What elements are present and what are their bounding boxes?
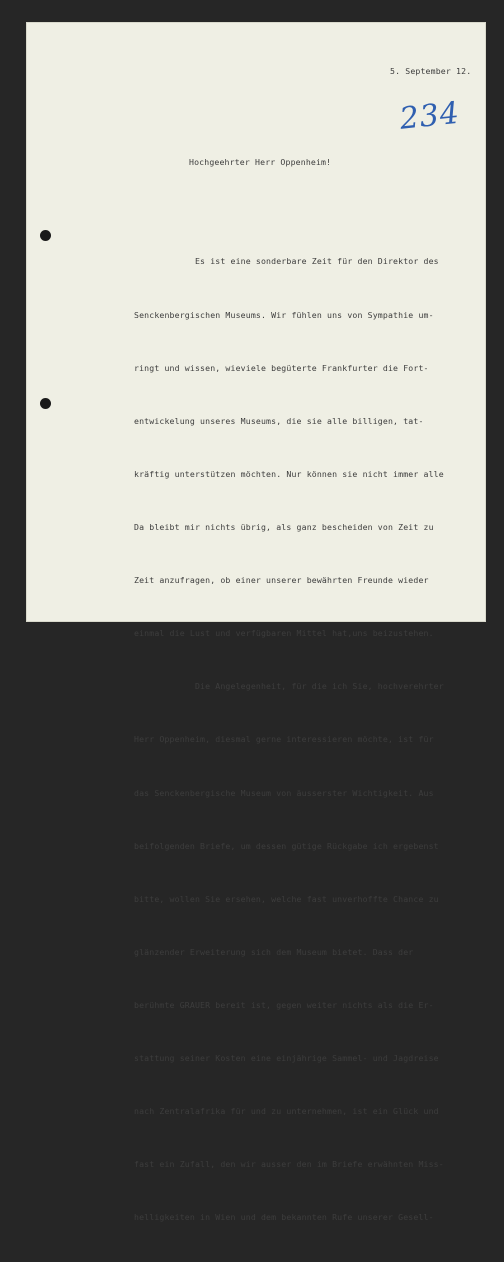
punch-hole-upper [40, 230, 51, 241]
body-line: kräftig unterstützen möchten. Nur können sie nicht immer alle [134, 468, 444, 479]
handwritten-archive-number: 234 [398, 95, 462, 137]
letter-page [26, 22, 486, 1223]
body-line: das Senckenbergische Museum von äusserster Wichtigkeit. Aus [134, 787, 434, 798]
letter-body [134, 218, 444, 1262]
body-line: fast ein Zufall, den wir ausser den im Briefe erwähnten Miss- [134, 1159, 444, 1170]
body-line: ringt und wissen, wieviele begüterte Frankfurter die Fort- [134, 362, 429, 373]
body-line: Zeit anzufragen, ob einer unserer bewährten Freunde wieder [134, 575, 429, 586]
letter-salutation: Hochgeehrter Herr Oppenheim! [189, 157, 332, 167]
body-line: nach Zentralafrika für und zu unternehmen, ist ein Glück und [134, 1106, 439, 1117]
body-line: Senckenbergischen Museums. Wir fühlen uns von Sympathie um- [134, 309, 434, 320]
body-line: einmal die Lust und verfügbaren Mittel hat,uns beizustehen. [134, 628, 434, 639]
body-line: bitte, wollen Sie ersehen, welche fast unverhoffte Chance zu [134, 893, 439, 904]
body-line: beifolgenden Briefe, um dessen gütige Rückgabe ich ergebenst [134, 840, 439, 851]
body-line: Es ist eine sonderbare Zeit für den Direktor des [134, 256, 439, 267]
body-line: entwickelung unseres Museums, die sie alle billigen, tat- [134, 415, 424, 426]
letter-date: 5. September 12. [390, 66, 472, 76]
body-line: Herr Oppenheim, diesmal gerne interessieren möchte, ist für [134, 734, 434, 745]
body-line: helligkeiten in Wien und dem bekannten Rufe unserer Gesell- [134, 1212, 434, 1223]
body-line: glänzender Erweiterung sich dem Museum bietet. Dass der [134, 946, 414, 957]
punch-hole-lower [40, 398, 51, 409]
body-line: berühmte GRAUER bereit ist, gegen weiter nichts als die Er- [134, 999, 434, 1010]
body-line: Da bleibt mir nichts übrig, als ganz bescheiden von Zeit zu [134, 521, 434, 532]
body-line: Die Angelegenheit, für die ich Sie, hochverehrter [134, 681, 444, 692]
body-line: stattung seiner Kosten eine einjährige Sammel- und Jagdreise [134, 1053, 439, 1064]
